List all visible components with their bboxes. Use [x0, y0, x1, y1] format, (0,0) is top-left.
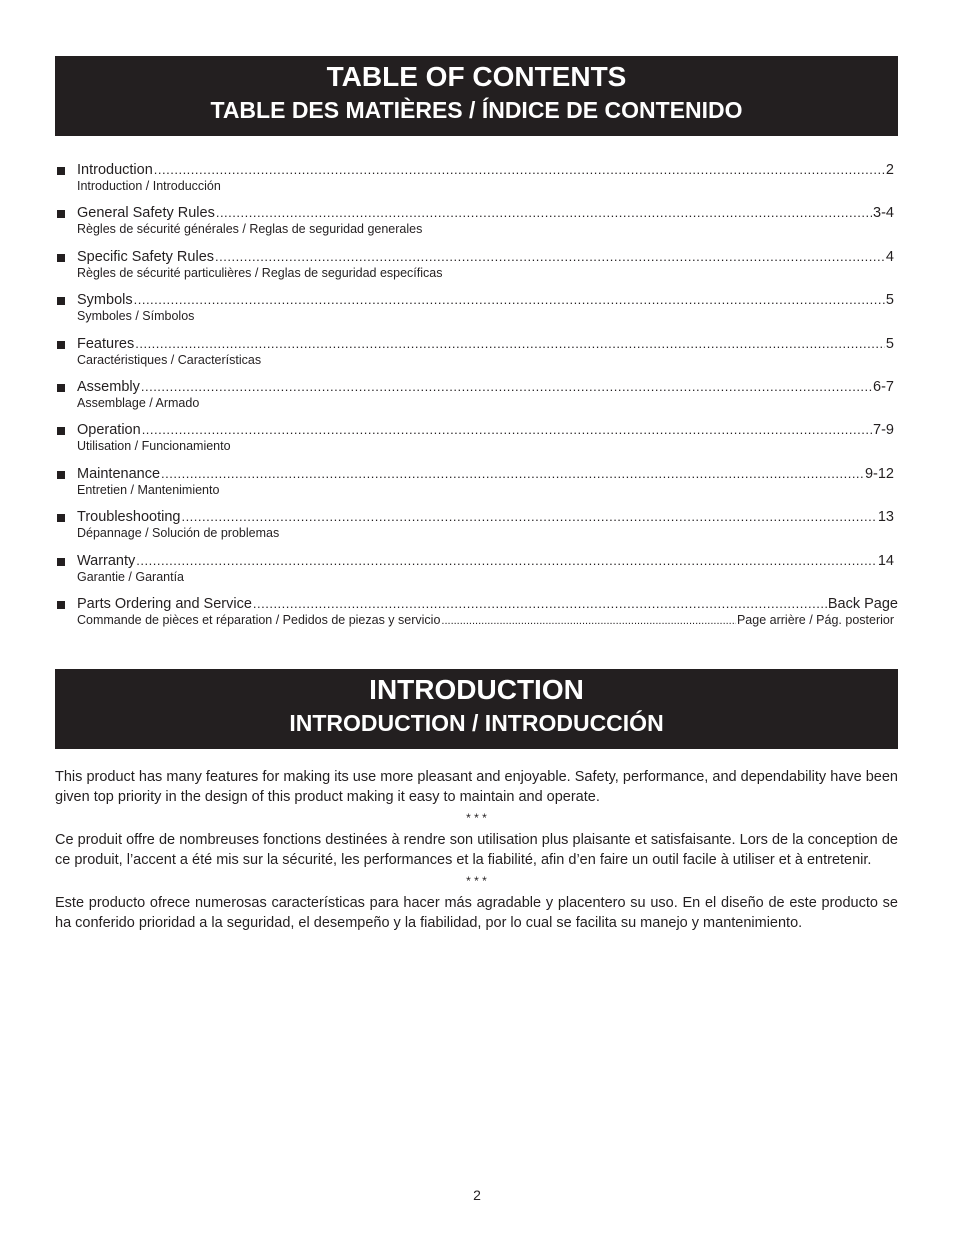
separator: * * *: [466, 811, 487, 825]
toc-item-title: Features: [77, 335, 135, 352]
square-bullet-icon: [57, 427, 65, 435]
toc-item-introduction[interactable]: [55, 160, 898, 203]
square-bullet-icon: [57, 384, 65, 392]
toc-item-page: 4: [885, 248, 894, 265]
toc-item-assembly[interactable]: [55, 377, 898, 420]
toc-item-title: General Safety Rules: [77, 205, 215, 222]
toc-item-specific-safety-rules[interactable]: [55, 247, 898, 290]
toc-item-page: 5: [885, 335, 894, 352]
toc-item-page: 6-7: [873, 378, 894, 395]
toc-item-subtitle: Règles de sécurité particulières / Reglas de seguridad específicas: [77, 265, 443, 280]
square-bullet-icon: [57, 297, 65, 305]
toc-item-page: 13: [877, 509, 894, 526]
toc-item-symbols[interactable]: [55, 290, 898, 333]
toc-item-maintenance[interactable]: [55, 464, 898, 507]
toc-item-warranty[interactable]: [55, 551, 898, 594]
toc-item-page: 5: [885, 292, 894, 309]
toc-item-features[interactable]: [55, 334, 898, 377]
toc-item-subtitle: Entretien / Mantenimiento: [77, 482, 220, 497]
toc-item-page: 14: [877, 552, 894, 569]
toc-item-title: Introduction: [77, 162, 153, 178]
intro-paragraph-french: Ce produit offre de nombreuses fonctions destinées à rendre son utilisation plus plaisante et satisfaisante. Lors de la conception de ce produit, l’accent a été mis sur la sécurité, les performances et la fiabilité, afin d’en faire un outil facile à utiliser et à entretenir.: [55, 832, 898, 868]
toc-item-subtitle-page: Page arrière / Pág. posterior: [736, 612, 894, 627]
toc-header: [55, 56, 898, 136]
toc-item-page: Back Page: [827, 595, 898, 612]
toc-item-title: Assembly: [77, 378, 140, 395]
square-bullet-icon: [57, 210, 65, 218]
square-bullet-icon: [57, 341, 65, 349]
square-bullet-icon: [57, 254, 65, 262]
intro-paragraph-english: This product has many features for making its use more pleasant and enjoyable. Safety, performance, and dependability have been given top priority in the design of this product making it easy to maintain and operate.: [55, 769, 898, 805]
square-bullet-icon: [57, 167, 65, 175]
toc-item-subtitle: Règles de sécurité générales / Reglas de seguridad generales: [77, 222, 423, 237]
toc-item-title: Symbols: [77, 292, 133, 309]
toc-list: [55, 160, 898, 637]
square-bullet-icon: [57, 514, 65, 522]
toc-item-title: Parts Ordering and Service: [77, 595, 252, 612]
square-bullet-icon: [57, 471, 65, 479]
intro-title: INTRODUCTION: [369, 674, 584, 705]
toc-item-troubleshooting[interactable]: [55, 507, 898, 550]
intro-paragraph-spanish: Este producto ofrece numerosas características para hacer más agradable y placentero su uso. En el diseño de este producto se ha conferido prioridad a la seguridad, el desempeño y la fiabilidad, por lo cual se facilita su manejo y mantenimiento.: [55, 895, 898, 931]
toc-item-page: 7-9: [873, 422, 894, 439]
page-number: 2: [473, 1187, 481, 1203]
toc-item-page: 9-12: [864, 465, 894, 482]
toc-item-title: Troubleshooting: [77, 509, 181, 526]
square-bullet-icon: [57, 558, 65, 566]
toc-item-page: 2: [885, 162, 894, 178]
toc-item-subtitle: Symboles / Símbolos: [77, 309, 195, 324]
separator: * * *: [466, 874, 487, 888]
toc-item-parts-ordering[interactable]: [55, 594, 898, 637]
toc-subtitle: TABLE DES MATIÈRES / ÍNDICE DE CONTENIDO: [210, 97, 743, 123]
toc-item-subtitle: Introduction / Introducción: [77, 179, 221, 193]
intro-subtitle: INTRODUCTION / INTRODUCCIÓN: [289, 710, 664, 736]
toc-item-subtitle: Assemblage / Armado: [77, 395, 200, 410]
square-bullet-icon: [57, 601, 65, 609]
toc-item-subtitle: Garantie / Garantía: [77, 569, 185, 584]
intro-header: [55, 669, 898, 749]
toc-title: TABLE OF CONTENTS: [326, 61, 627, 92]
toc-item-general-safety-rules[interactable]: [55, 203, 898, 246]
toc-item-subtitle: Commande de pièces et réparation / Pedidos de piezas y servicio: [77, 612, 441, 627]
toc-item-title: Maintenance: [77, 465, 161, 482]
toc-item-title: Specific Safety Rules: [77, 248, 215, 265]
toc-item-subtitle: Utilisation / Funcionamiento: [77, 439, 231, 454]
toc-item-subtitle: Caractéristiques / Características: [77, 352, 262, 367]
intro-body: [55, 768, 898, 933]
toc-item-title: Operation: [77, 422, 141, 439]
toc-item-title: Warranty: [77, 552, 136, 569]
toc-item-page: 3-4: [873, 205, 894, 222]
toc-item-subtitle: Dépannage / Solución de problemas: [77, 526, 280, 541]
toc-item-operation[interactable]: [55, 420, 898, 463]
